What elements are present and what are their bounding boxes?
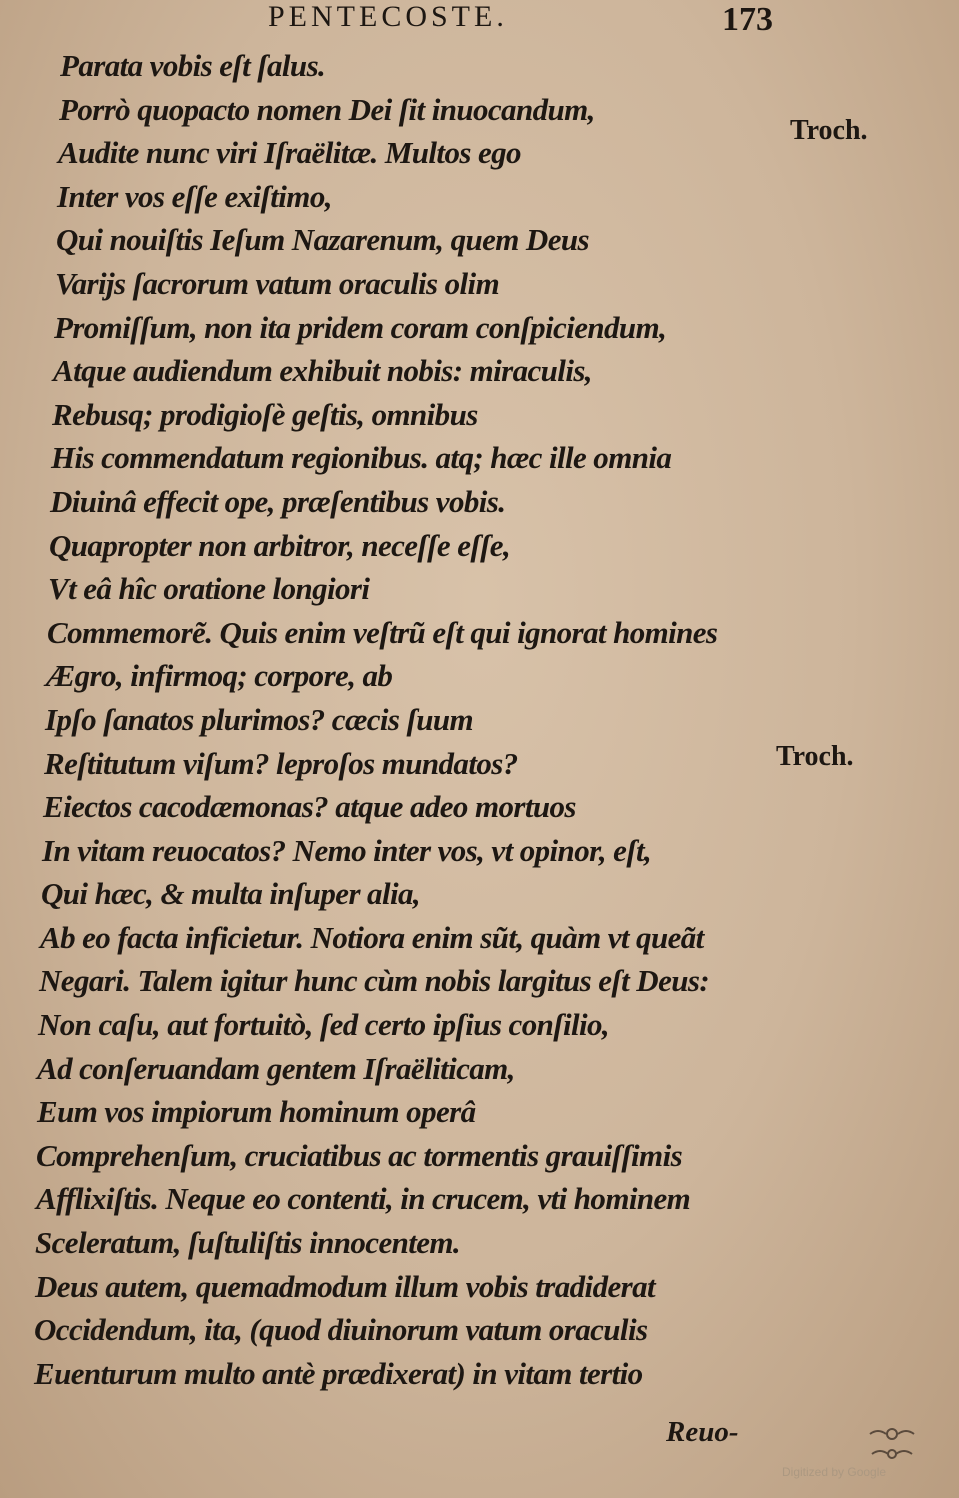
verse-line: Eum vos impiorum hominum operâ [37, 1094, 476, 1130]
verse-line: Ab eo facta inficietur. Notiora enim sũt, quàm vt queãt [40, 919, 704, 955]
verse-line: Afflixiſtis. Neque eo contenti, in crucem, vti hominem [36, 1181, 691, 1217]
verse-line: Reſtitutum viſum? leproſos mundatos? [44, 745, 518, 781]
catchword: Reuo- [666, 1416, 739, 1448]
verse-line: Quapropter non arbitror, neceſſe eſſe, [49, 527, 511, 563]
verse-line: Audite nunc viri Iſraëlitæ. Multos ego [58, 135, 521, 171]
verse-line: In vitam reuocatos? Nemo inter vos, vt opinor, eſt, [42, 832, 652, 868]
verse-line: Non caſu, aut fortuitò, ſed certo ipſius conſilio, [38, 1007, 610, 1043]
verse-line: Porrò quopacto nomen Dei ſit inuocandum, [59, 91, 595, 127]
digitizer-watermark: Digitized by Google [782, 1465, 887, 1479]
verse-line: Promiſſum, non ita pridem coram conſpiciendum, [54, 309, 667, 345]
verse-line: Occidendum, ita, (quod diuinorum vatum oraculis [34, 1312, 648, 1348]
verse-line: Sceleratum, ſuſtuliſtis innocentem. [35, 1225, 461, 1261]
verse-line: Vt eâ hîc oratione longiori [48, 571, 370, 607]
verse-line: Qui hæc, & multa inſuper alia, [41, 876, 421, 912]
verse-line: Rebusq; prodigioſè geſtis, omnibus [52, 396, 478, 432]
verse-line: Ad conſeruandam gentem Iſraëliticam, [37, 1050, 515, 1086]
running-head: PENTECOSTE. [268, 0, 508, 33]
verse-line: His commendatum regionibus. atq; hæc ille omnia [51, 440, 672, 476]
printer-ornament-icon [864, 1424, 920, 1464]
verse-line: Parata vobis eſt ſalus. [60, 48, 326, 83]
verse-line: Euenturum multo antè prædixerat) in vitam tertio [34, 1355, 643, 1391]
verse-line: Commemorẽ. Quis enim veſtrũ eſt qui ignorat homines [47, 614, 718, 650]
verse-line: Inter vos eſſe exiſtimo, [57, 178, 332, 214]
folio-number: 173 [722, 1, 773, 38]
verse-line: Qui nouiſtis Ieſum Nazarenum, quem Deus [56, 222, 589, 258]
page-header [0, 0, 959, 44]
verse-line: Deus autem, quemadmodum illum vobis tradiderat [35, 1268, 656, 1304]
verse-line: Atque audiendum exhibuit nobis: miraculis, [53, 353, 592, 389]
verse-line: Varijs ſacrorum vatum oraculis olim [55, 265, 500, 301]
verse-line: Eiectos cacodæmonas? atque adeo mortuos [43, 789, 576, 825]
verse-line: Diuinâ effecit ope, præſentibus vobis. [50, 483, 506, 519]
verse-line: Comprehenſum, cruciatibus ac tormentis grauiſſimis [36, 1137, 683, 1173]
margin-note-troch: Troch. [790, 115, 868, 146]
verse-line: Negari. Talem igitur hunc cùm nobis largitus eſt Deus: [39, 963, 710, 999]
verse-line: Ægro, infirmoq; corpore, ab [46, 658, 393, 694]
verse-line: Ipſo ſanatos plurimos? cæcis ſuum [45, 701, 474, 737]
margin-note-troch: Troch. [776, 741, 854, 772]
verse-text [34, 44, 774, 1395]
